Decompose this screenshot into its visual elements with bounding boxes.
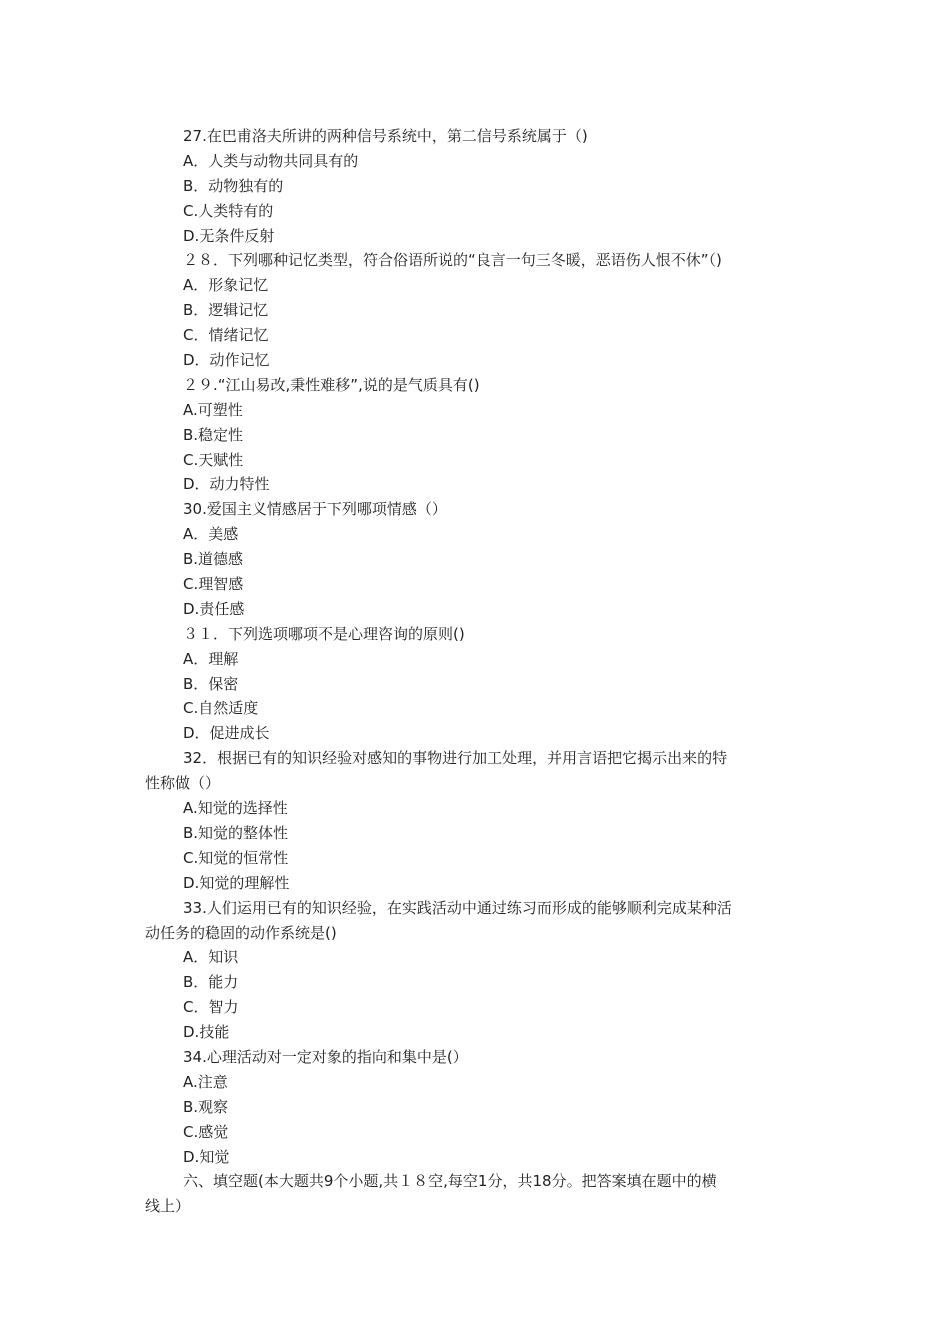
- question-line: 33.人们运用已有的知识经验，在实践活动中通过练习而形成的能够顺利完成某种活: [183, 898, 732, 917]
- option-line: C.自然适度: [183, 699, 259, 718]
- option-line: B．逻辑记忆: [183, 301, 269, 320]
- question-line: ３１．下列选项哪项不是心理咨询的原则(): [183, 624, 465, 643]
- option-line: B.稳定性: [183, 425, 244, 444]
- option-line: A．形象记忆: [183, 276, 269, 295]
- question-line: 30.爱国主义情感居于下列哪项情感（）: [183, 500, 447, 519]
- option-line: C.理智感: [183, 575, 244, 594]
- option-line: A.可塑性: [183, 400, 243, 419]
- option-line: C.感觉: [183, 1122, 229, 1141]
- question-line: ２９.“江山易改,秉性难移”,说的是气质具有(): [183, 375, 480, 394]
- option-line: D.无条件反射: [183, 226, 275, 245]
- question-continuation-line: 动任务的稳固的动作系统是(): [145, 923, 337, 942]
- option-line: B．保密: [183, 674, 239, 693]
- option-line: D.知觉: [183, 1147, 230, 1166]
- option-line: C.天赋性: [183, 450, 244, 469]
- option-line: C.人类特有的: [183, 201, 274, 220]
- option-line: A．知识: [183, 948, 239, 967]
- option-line: B.道德感: [183, 550, 244, 569]
- question-line: 32．根据已有的知识经验对感知的事物进行加工处理，并用言语把它揭示出来的特: [183, 749, 728, 768]
- question-line: 27.在巴甫洛夫所讲的两种信号系统中，第二信号系统属于（): [183, 127, 588, 145]
- option-line: D．促进成长: [183, 724, 270, 743]
- option-line: B.知觉的整体性: [183, 823, 289, 842]
- option-line: A.注意: [183, 1072, 228, 1091]
- option-line: C.知觉的恒常性: [183, 848, 289, 867]
- option-line: C．情绪记忆: [183, 326, 269, 345]
- option-line: D.技能: [183, 1023, 230, 1042]
- question-continuation-line: 性称做（）: [145, 774, 221, 793]
- option-line: B．动物独有的: [183, 176, 284, 195]
- question-line: 34.心理活动对一定对象的指向和集中是(）: [183, 1047, 468, 1066]
- option-line: D.责任感: [183, 599, 245, 618]
- option-line: B．能力: [183, 973, 239, 992]
- option-line: A．美感: [183, 525, 239, 544]
- option-line: A．理解: [183, 649, 239, 668]
- option-line: B.观察: [183, 1097, 229, 1116]
- option-line: A．人类与动物共同具有的: [183, 151, 359, 170]
- option-line: C．智力: [183, 998, 239, 1017]
- option-line: D．动力特性: [183, 475, 270, 494]
- question-line: ２８．下列哪种记忆类型，符合俗语所说的“良言一句三冬暖，恶语伤人恨不休”（): [183, 251, 722, 270]
- option-line: D．动作记忆: [183, 351, 270, 370]
- question-continuation-line: 线上）: [145, 1197, 191, 1216]
- option-line: D.知觉的理解性: [183, 873, 290, 892]
- option-line: A.知觉的选择性: [183, 799, 288, 818]
- question-line: 六、填空题(本大题共9个小题,共１８空,每空1分，共18分。把答案填在题中的横: [183, 1172, 717, 1191]
- document-body: [145, 124, 810, 1219]
